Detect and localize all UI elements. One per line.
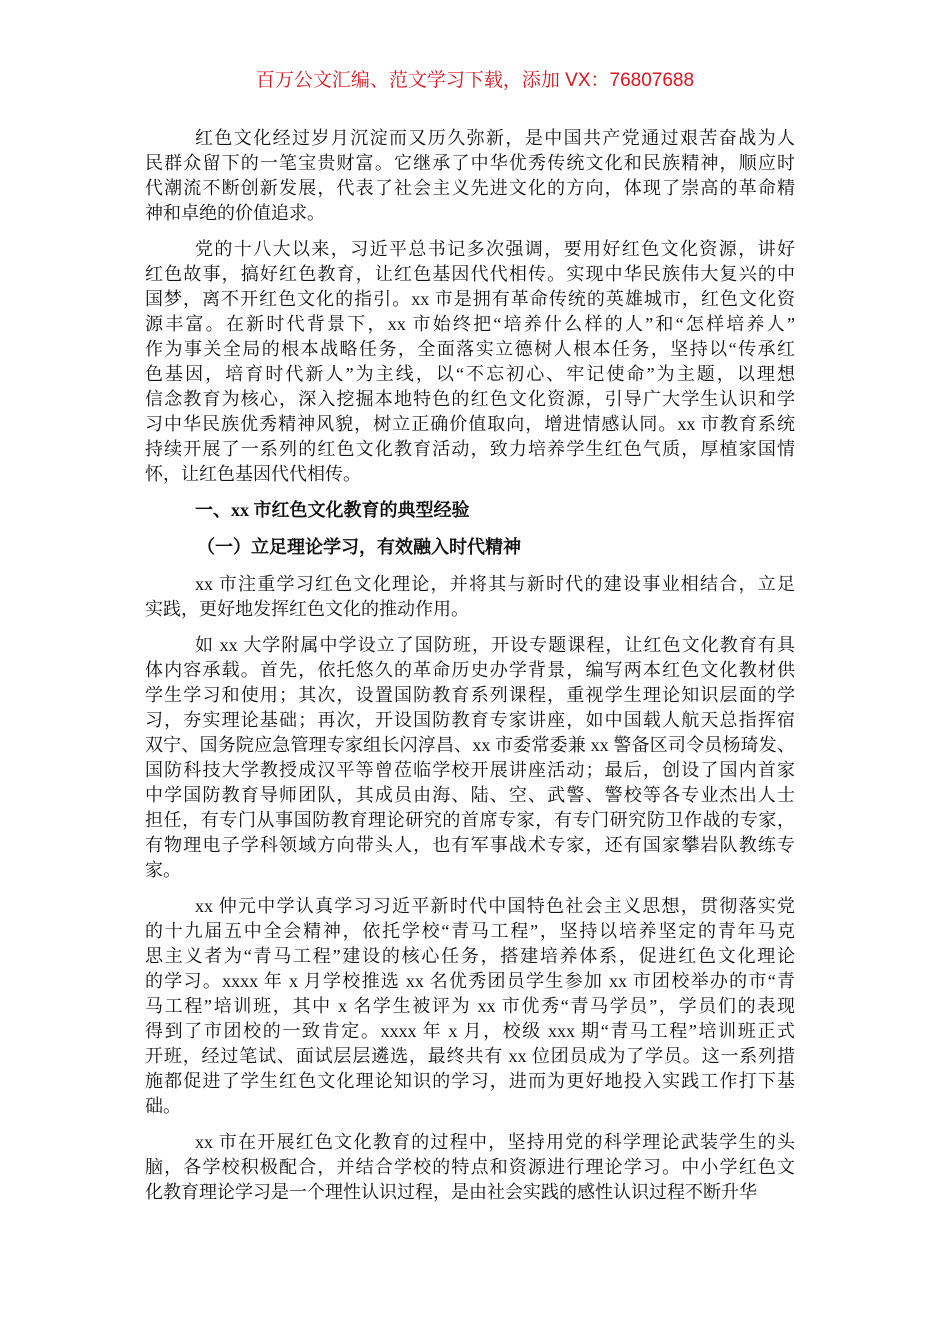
watermark-banner: 百万公文汇编、范文学习下载，添加 VX：76807688 [255,70,695,91]
paragraph [145,633,795,883]
section-subheading: （一）立足理论学习，有效融入时代精神 [197,537,521,557]
paragraph [145,894,795,1119]
paragraph-line: xx 市注重学习红色文化理论，并将其与新时代的建设事业相结合，立足 [195,574,795,594]
paragraph-line: 担任，有专门从事国防教育理论研究的首席专家，有专门研究防卫作战的专家， [145,810,795,830]
paragraph-line: 国防科技大学教授成汉平等曾莅临学校开展讲座活动；最后，创设了国内首家 [145,760,795,780]
paragraph-line: 如 xx 大学附属中学设立了国防班，开设专题课程，让红色文化教育有具 [195,635,795,655]
paragraph-line: 红色文化经过岁月沉淀而又历久弥新，是中国共产党通过艰苦奋战为人 [195,128,795,148]
paragraph-line: 实践，更好地发挥红色文化的推动作用。 [145,599,469,619]
paragraph-line: 国梦，离不开红色文化的指引。xx 市是拥有革命传统的英雄城市，红色文化资 [145,289,795,309]
paragraph-line: 双宁、国务院应急管理专家组长闪淳昌、xx 市委常委兼 xx 警备区司令员杨琦发、 [145,735,795,755]
paragraph-line: 源丰富。在新时代背景下，xx 市始终把“培养什么样的人”和“怎样培养人” [145,314,795,334]
paragraph-line: 施都促进了学生红色文化理论知识的学习，进而为更好地投入实践工作打下基 [145,1071,795,1091]
paragraph [145,1130,795,1205]
paragraph-line: 习中华民族优秀精神风貌，树立正确价值取向，增进情感认同。xx 市教育系统 [145,414,795,434]
paragraph-line: 怀，让红色基因代代相传。 [145,464,361,484]
paragraph-line: 马工程”培训班，其中 x 名学生被评为 xx 市优秀“青马学员”，学员们的表现 [145,996,795,1016]
paragraph-line: xx 市在开展红色文化教育的过程中，坚持用党的科学理论武装学生的头 [195,1132,795,1152]
paragraph-line: 神和卓绝的价值追求。 [145,203,325,223]
paragraph-line: 作为事关全局的根本战略任务，全面落实立德树人根本任务，坚持以“传承红 [145,339,795,359]
paragraph-line: 的十九届五中全会精神，依托学校“青马工程”，坚持以培养坚定的青年马克 [145,921,795,941]
paragraph-line: 开班，经过笔试、面试层层遴选，最终共有 xx 位团员成为了学员。这一系列措 [145,1046,795,1066]
paragraph-line: 中学国防教育导师团队，其成员由海、陆、空、武警、警校等各专业杰出人士 [145,785,795,805]
paragraph-line: 习，夯实理论基础；再次，开设国防教育专家讲座，如中国载人航天总指挥宿 [145,710,795,730]
paragraph-line: xx 仲元中学认真学习习近平新时代中国特色社会主义思想，贯彻落实党 [195,896,795,916]
paragraph-line: 思主义者为“青马工程”建设的核心任务，搭建培养体系，促进红色文化理论 [145,946,795,966]
paragraph-line: 红色故事，搞好红色教育，让红色基因代代相传。实现中华民族伟大复兴的中 [145,264,795,284]
paragraph-line: 色基因，培育时代新人”为主线，以“不忘初心、牢记使命”为主题，以理想 [145,364,795,384]
paragraph [145,237,795,487]
paragraph-line: 体内容承载。首先，依托悠久的革命历史办学背景，编写两本红色文化教材供 [145,660,795,680]
paragraph-line: 脑，各学校积极配合，并结合学校的特点和资源进行理论学习。中小学红色文 [145,1157,795,1177]
paragraph-line: 础。 [145,1096,181,1116]
paragraph [145,572,795,622]
section-heading: 一、xx 市红色文化教育的典型经验 [195,500,470,520]
paragraph-line: 民群众留下的一笔宝贵财富。它继承了中华优秀传统文化和民族精神，顺应时 [145,153,795,173]
paragraph-line: 家。 [145,860,181,880]
paragraph [145,126,795,226]
paragraph-line: 得到了市团校的一致肯定。xxxx 年 x 月，校级 xxx 期“青马工程”培训班正式 [145,1021,795,1041]
document-body [145,126,795,1216]
paragraph-line: 学生学习和使用；其次，设置国防教育系列课程，重视学生理论知识层面的学 [145,685,795,705]
paragraph-line: 信念教育为核心，深入挖掘本地特色的红色文化资源，引导广大学生认识和学 [145,389,795,409]
paragraph-line: 化教育理论学习是一个理性认识过程，是由社会实践的感性认识过程不断升华 [145,1182,757,1202]
paragraph-line: 党的十八大以来，习近平总书记多次强调，要用好红色文化资源，讲好 [195,239,795,259]
paragraph-line: 代潮流不断创新发展，代表了社会主义先进文化的方向，体现了崇高的革命精 [145,178,795,198]
paragraph-line: 的学习。xxxx 年 x 月学校推选 xx 名优秀团员学生参加 xx 市团校举办的市“青 [145,971,795,991]
paragraph-line: 持续开展了一系列的红色文化教育活动，致力培养学生红色气质，厚植家国情 [145,439,795,459]
paragraph-line: 有物理电子学科领域方向带头人，也有军事战术专家，还有国家攀岩队教练专 [145,835,795,855]
